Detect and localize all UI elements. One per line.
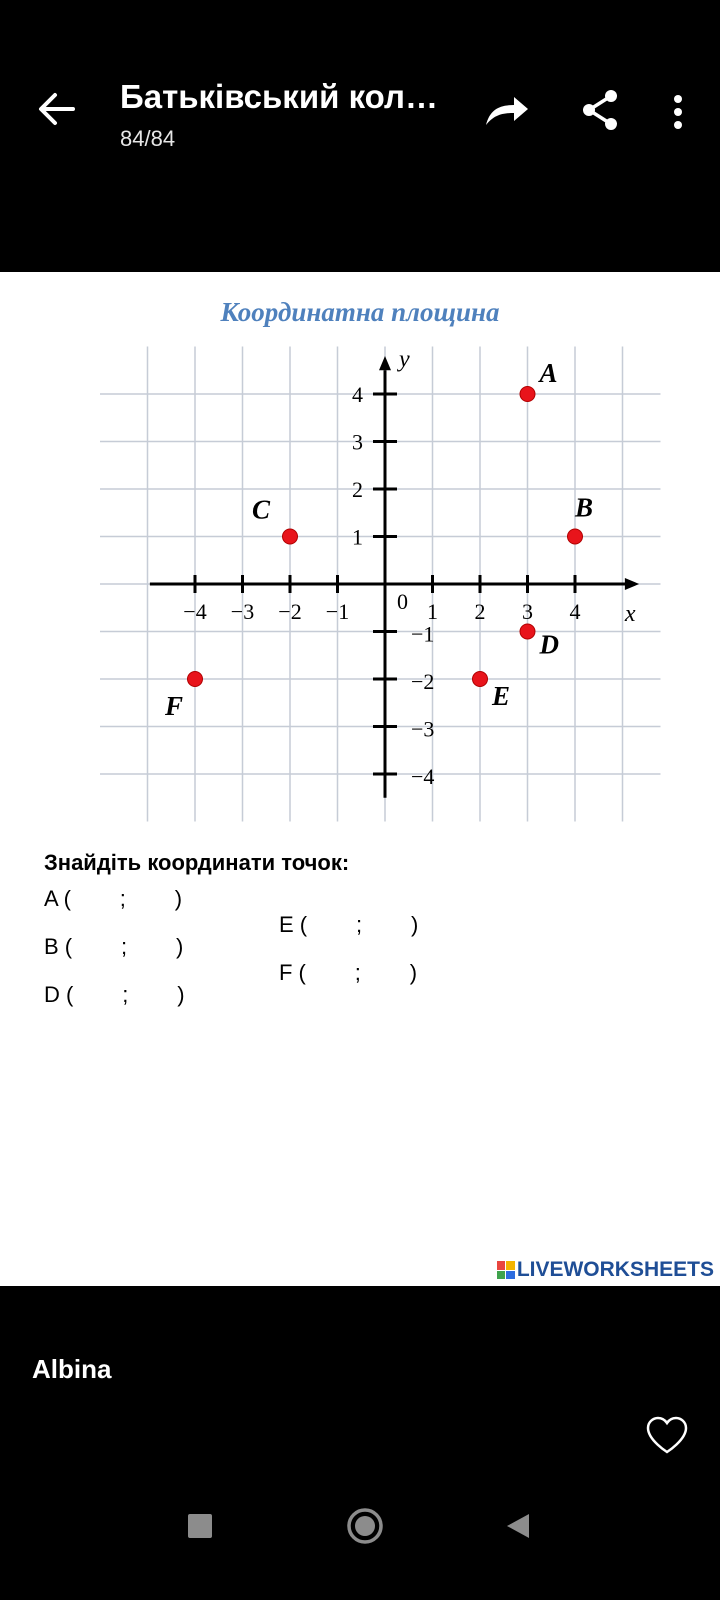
user-name: Albina	[32, 1354, 112, 1384]
forward-icon[interactable]	[478, 88, 534, 134]
point-c	[283, 529, 298, 544]
page-title: Батьківський кол…	[120, 78, 438, 115]
y-tick-label: −2	[411, 669, 435, 694]
point-label-b: B	[575, 492, 594, 523]
worksheet-page	[0, 272, 720, 1286]
point-f	[188, 672, 203, 687]
answer-e[interactable]: E ( ; )	[279, 912, 419, 937]
share-icon[interactable]	[578, 84, 624, 136]
x-tick-label: −1	[325, 599, 350, 624]
answer-a[interactable]: A ( ; )	[44, 886, 183, 911]
x-tick-label: −2	[278, 599, 302, 624]
liveworksheets-logo	[497, 1258, 714, 1282]
point-label-a: A	[539, 358, 558, 388]
x-tick-label: 2	[474, 599, 486, 624]
x-tick-label: −4	[183, 599, 207, 624]
worksheet-title: Координатна площина	[220, 297, 500, 327]
y-tick-label: −3	[411, 716, 435, 742]
home-circle-icon[interactable]	[340, 1501, 390, 1551]
point-a	[520, 387, 535, 402]
y-tick-label: 2	[352, 477, 363, 502]
more-vert-icon[interactable]	[660, 86, 696, 138]
top-app-bar	[0, 0, 720, 272]
x-tick-label: −3	[230, 599, 255, 624]
origin-label: 0	[397, 589, 408, 614]
point-label-c: C	[251, 494, 270, 525]
point-b	[568, 529, 583, 544]
answer-d[interactable]: D ( ; )	[44, 982, 185, 1007]
answer-b[interactable]: B ( ; )	[44, 934, 184, 959]
y-tick-label: −4	[411, 764, 435, 789]
point-e	[473, 672, 488, 687]
recents-square-icon[interactable]	[180, 1506, 220, 1546]
back-arrow-icon[interactable]	[30, 82, 84, 136]
y-tick-label: 3	[352, 429, 363, 455]
axes	[150, 356, 639, 798]
coordinate-plane	[0, 272, 720, 832]
point-d	[520, 624, 535, 639]
point-label-e: E	[492, 681, 511, 711]
logo-mark-icon	[497, 1261, 515, 1279]
y-tick-label: −1	[411, 621, 435, 647]
bottom-panel	[0, 1286, 720, 1600]
points	[164, 358, 593, 721]
page-counter: 84/84	[120, 126, 176, 151]
y-tick-label: 4	[352, 382, 363, 407]
x-tick-label: 4	[569, 599, 581, 624]
answer-f[interactable]: F ( ; )	[279, 960, 418, 985]
x-tick-label: 3	[522, 599, 533, 624]
point-label-f: F	[164, 691, 183, 721]
heart-icon[interactable]	[642, 1412, 692, 1458]
x-axis-arrow	[625, 578, 639, 590]
point-label-d: D	[539, 629, 559, 660]
x-axis-label: x	[624, 601, 636, 627]
y-axis-arrow	[379, 356, 391, 370]
tick-labels	[183, 346, 636, 789]
x-tick-label: 1	[427, 599, 438, 624]
y-tick-label: 1	[352, 524, 363, 550]
y-axis-label: y	[399, 346, 410, 373]
brand-text: LIVEWORKSHEETS	[516, 1258, 714, 1281]
task-text: Знайдіть координати точок:	[44, 850, 350, 875]
back-triangle-icon[interactable]	[498, 1506, 538, 1546]
title-block	[120, 78, 460, 152]
